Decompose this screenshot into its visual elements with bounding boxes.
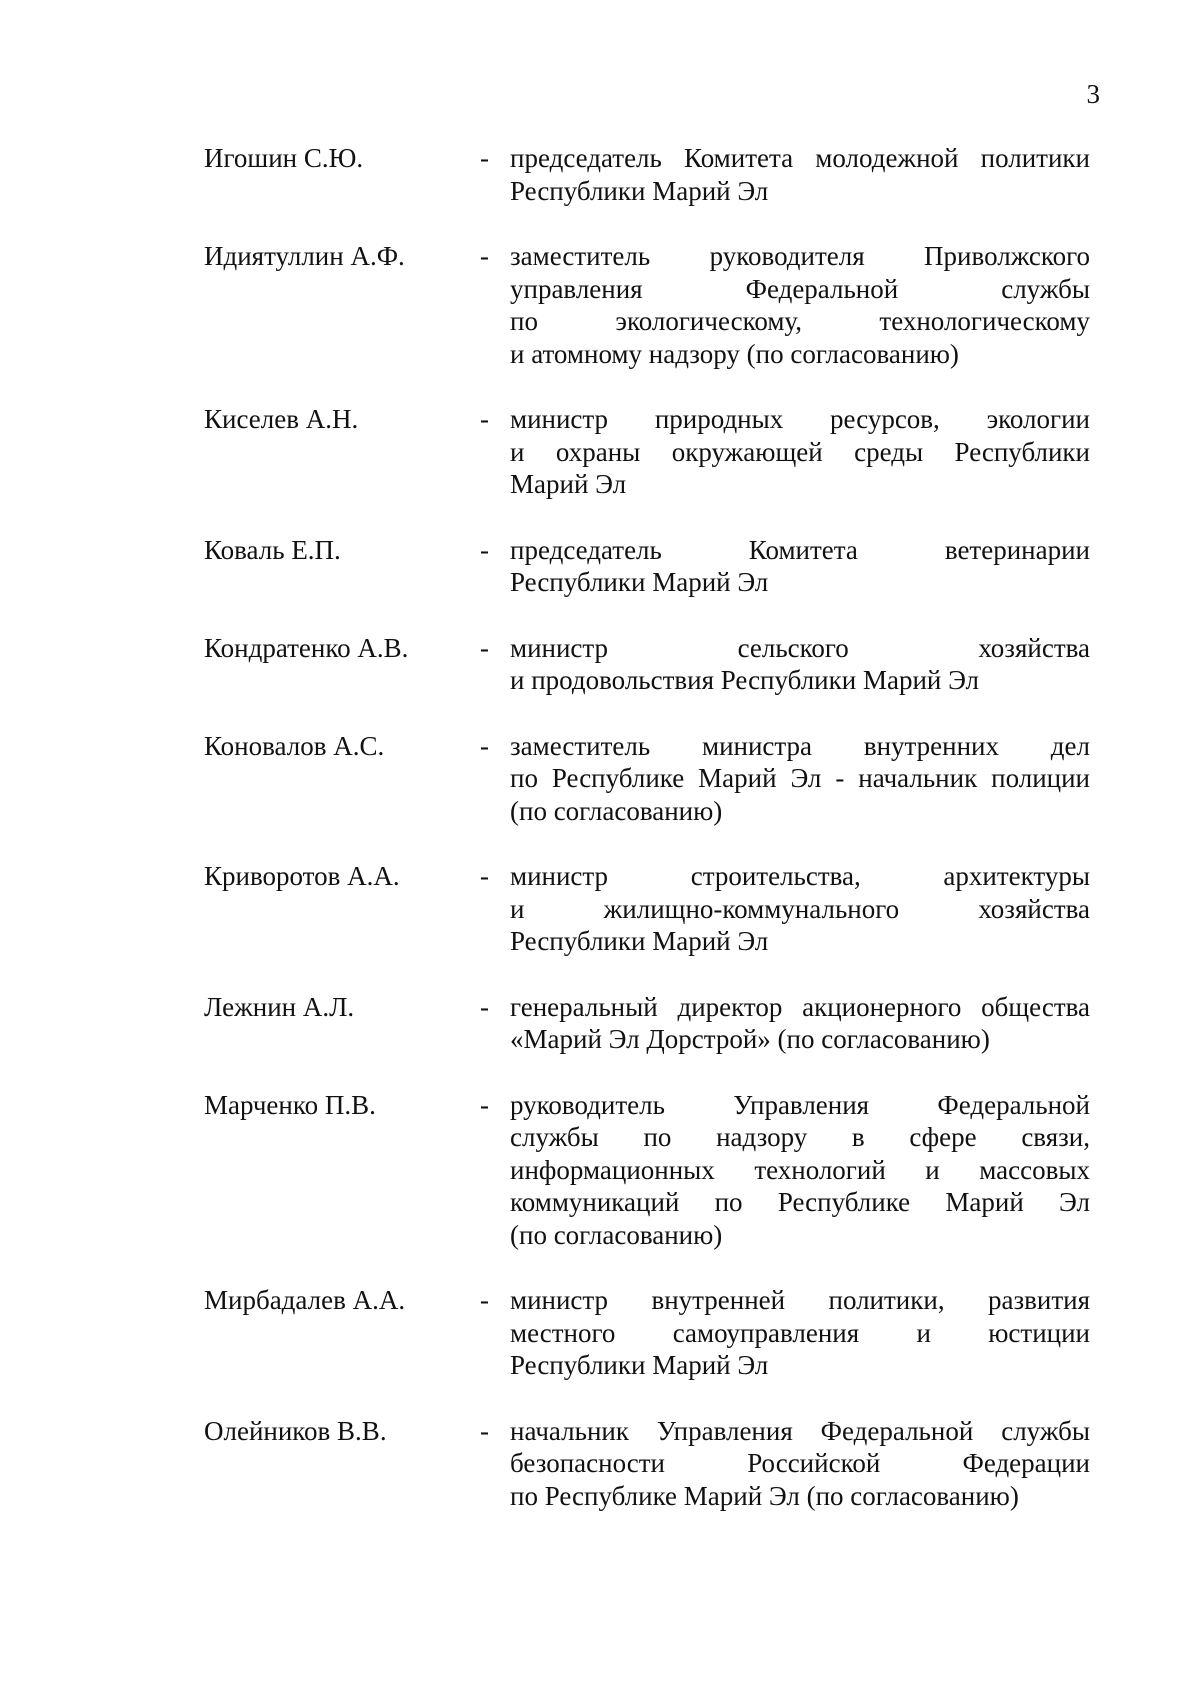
dash-separator: - — [480, 1415, 489, 1446]
position-line: Республики Марий Эл — [510, 1350, 769, 1380]
member-position — [510, 403, 1090, 501]
position-line: Республики Марий Эл — [510, 567, 769, 597]
dash-separator: - — [480, 1089, 489, 1120]
member-name: Криворотов А.А. — [204, 861, 400, 891]
member-name: Идиятуллин А.Ф. — [204, 241, 405, 271]
position-line: (по согласованию) — [510, 795, 723, 826]
dash-separator: - — [480, 143, 489, 173]
list-item — [204, 403, 1104, 501]
list-item — [204, 240, 1104, 370]
list-item — [204, 142, 1104, 207]
position-line: «Марий Эл Дорстрой» (по согласованию) — [510, 1024, 990, 1054]
position-line: службы по надзору в сфере связи, — [510, 1122, 1090, 1152]
member-name: Коновалов А.С. — [204, 730, 385, 761]
position-line: коммуникаций по Республике Марий Эл — [510, 1187, 1090, 1217]
list-item — [204, 534, 1104, 599]
dash-separator: - — [480, 861, 489, 891]
list-item — [204, 1089, 1104, 1252]
position-line: председатель Комитета ветеринарии — [510, 534, 1090, 565]
list-item — [204, 632, 1104, 697]
position-line: и жилищно-коммунального хозяйства — [510, 893, 1090, 924]
member-position — [510, 1089, 1090, 1252]
member-name: Марченко П.В. — [204, 1089, 376, 1120]
member-name: Игошин С.Ю. — [204, 143, 364, 173]
list-item — [204, 860, 1104, 958]
position-line: Республики Марий Эл — [510, 926, 769, 956]
position-line: по Республике Марий Эл - начальник полиции — [510, 763, 1090, 793]
dash-separator: - — [480, 730, 489, 761]
position-line: Республики Марий Эл — [510, 175, 769, 206]
member-position — [510, 534, 1090, 599]
list-item — [204, 1415, 1104, 1513]
position-line: заместитель министра внутренних дел — [510, 730, 1090, 761]
member-name: Олейников В.В. — [204, 1415, 387, 1446]
member-position — [510, 240, 1090, 370]
position-line: начальник Управления Федеральной службы — [510, 1415, 1090, 1446]
dash-separator: - — [480, 241, 489, 271]
dash-separator: - — [480, 632, 489, 663]
list-item — [204, 991, 1104, 1056]
member-position — [510, 991, 1090, 1056]
position-line: Марий Эл — [510, 469, 627, 499]
page-number: 3 — [1086, 79, 1100, 109]
dash-separator: - — [480, 534, 489, 565]
position-line: и атомному надзору (по согласованию) — [510, 338, 959, 369]
member-position — [510, 1284, 1090, 1382]
dash-separator: - — [480, 1285, 489, 1315]
position-line: и охраны окружающей среды Республики — [510, 436, 1090, 467]
position-line: управления Федеральной службы — [510, 273, 1090, 304]
member-name: Коваль Е.П. — [204, 534, 341, 565]
position-line: по экологическому, технологическому — [510, 306, 1090, 336]
list-item — [204, 730, 1104, 828]
position-line: безопасности Российской Федерации — [510, 1448, 1090, 1478]
member-position — [510, 860, 1090, 958]
position-line: председатель Комитета молодежной политики — [510, 143, 1090, 173]
position-line: и продовольствия Республики Марий Эл — [510, 665, 980, 695]
member-name: Мирбадалев А.А. — [204, 1285, 406, 1315]
dash-separator: - — [480, 404, 489, 434]
position-line: министр природных ресурсов, экологии — [510, 404, 1090, 434]
position-line: министр строительства, архитектуры — [510, 861, 1090, 891]
position-line: по Республике Марий Эл (по согласованию) — [510, 1480, 1019, 1511]
position-line: местного самоуправления и юстиции — [510, 1317, 1090, 1348]
position-line: генеральный директор акционерного общества — [510, 991, 1090, 1022]
list-item — [204, 1284, 1104, 1382]
members-list — [204, 142, 1104, 1545]
position-line: информационных технологий и массовых — [510, 1154, 1090, 1185]
member-name: Лежнин А.Л. — [204, 991, 355, 1022]
dash-separator: - — [480, 991, 489, 1022]
position-line: заместитель руководителя Приволжского — [510, 241, 1090, 271]
member-position — [510, 730, 1090, 828]
position-line: министр внутренней политики, развития — [510, 1285, 1090, 1315]
member-position — [510, 1415, 1090, 1513]
member-name: Кондратенко А.В. — [204, 632, 409, 663]
position-line: руководитель Управления Федеральной — [510, 1089, 1090, 1120]
position-line: министр сельского хозяйства — [510, 632, 1090, 663]
member-name: Киселев А.Н. — [204, 404, 359, 434]
position-line: (по согласованию) — [510, 1219, 723, 1250]
member-position — [510, 142, 1090, 207]
member-position — [510, 632, 1090, 697]
